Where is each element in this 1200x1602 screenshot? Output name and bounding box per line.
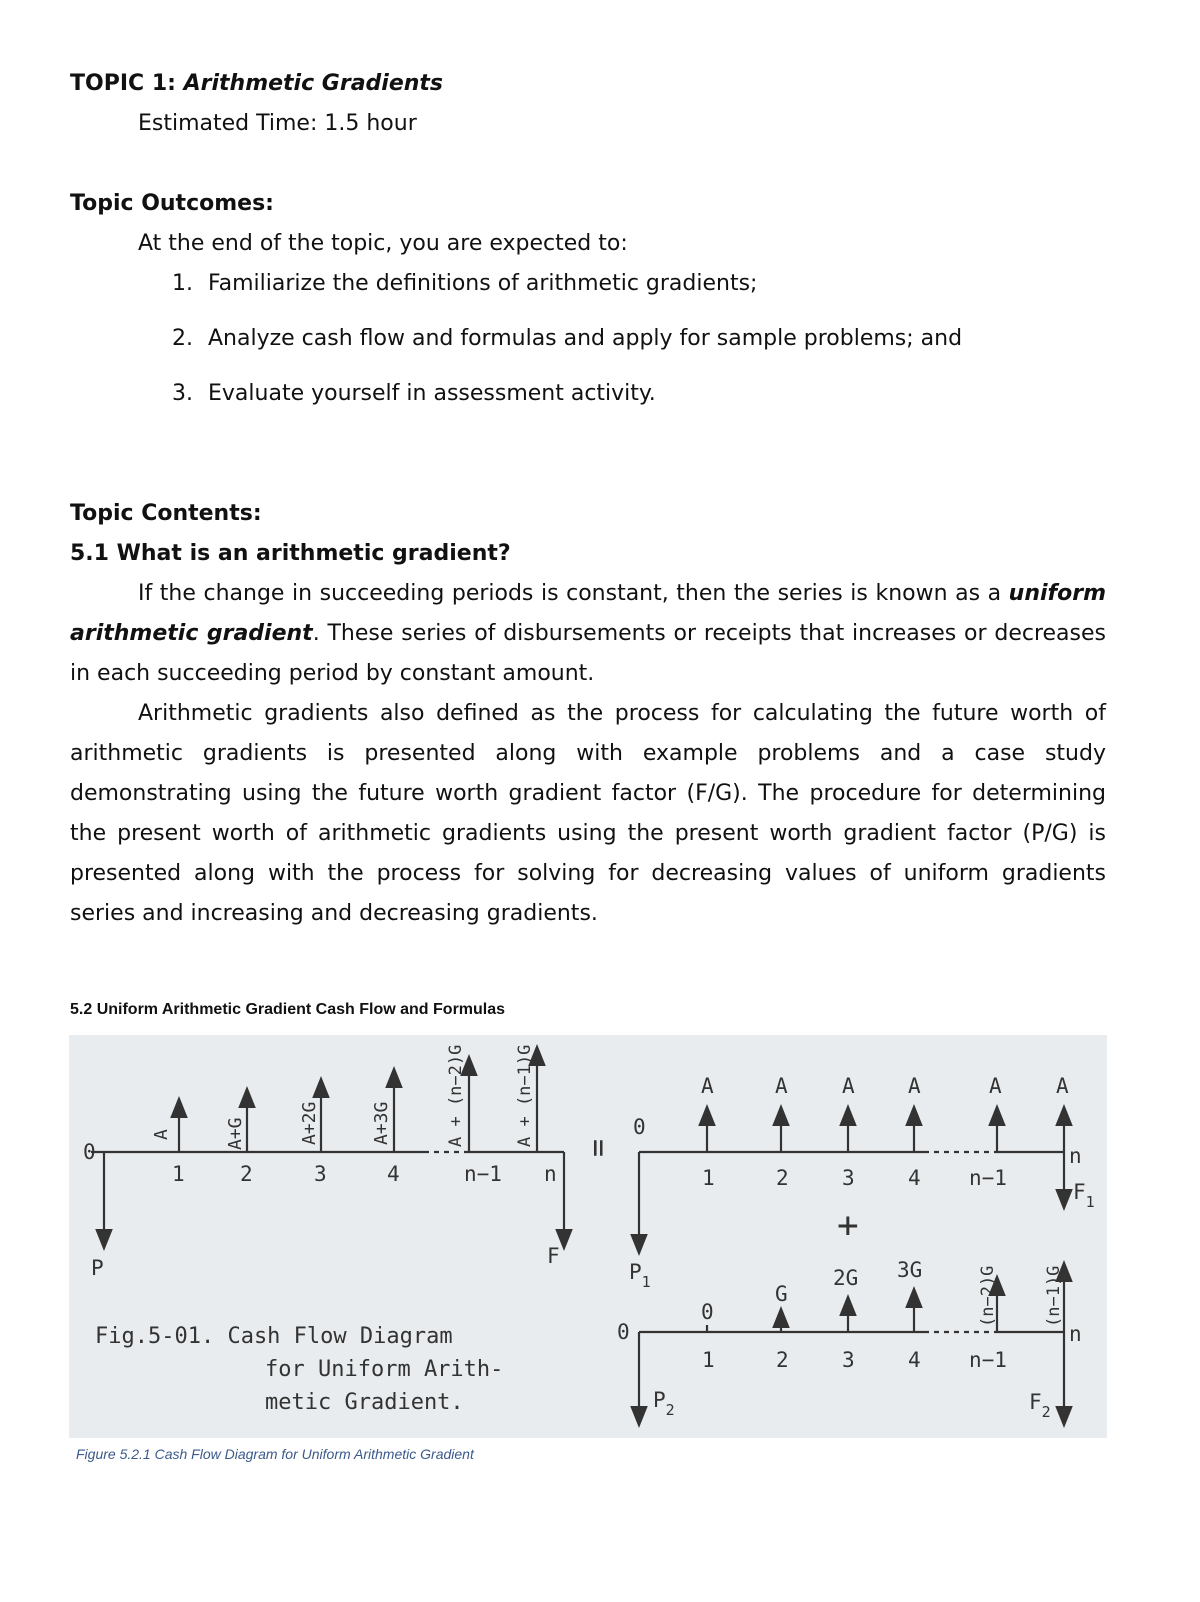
- left-tick-label: n: [544, 1162, 557, 1186]
- bottom-p-letter: P: [653, 1388, 666, 1412]
- key-term: uniform arithmetic gradient: [70, 581, 1106, 646]
- outcome-item: [172, 269, 758, 299]
- outcome-number: 2.: [172, 326, 193, 351]
- outcome-number: 1.: [172, 271, 193, 296]
- top-f-subscript: 1: [1085, 1193, 1095, 1211]
- left-amount-label: A+2G: [299, 1101, 320, 1145]
- top-tick-label: 2: [776, 1166, 789, 1190]
- top-end-label: n: [1069, 1144, 1082, 1168]
- top-amount-label: A: [908, 1074, 921, 1098]
- bottom-amount-label: 3G: [897, 1258, 923, 1282]
- paragraph-1-end: . These series of disbursements or receipts that increases or decreases in each succeeding period by constant amount.: [70, 621, 1106, 686]
- left-amount-label: A+3G: [371, 1101, 392, 1145]
- paragraph-1-start: If the change in succeeding periods is constant, then the series is known as a: [138, 581, 1009, 606]
- top-tick-label: 4: [908, 1166, 921, 1190]
- top-p-letter: P: [629, 1260, 642, 1284]
- paragraph-1: [70, 574, 1106, 694]
- printed-caption-line: Fig.5-01. Cash Flow Diagram: [95, 1324, 453, 1349]
- bottom-amount-label: 0: [701, 1300, 714, 1324]
- bottom-p-label: [653, 1388, 675, 1419]
- top-amount-label: A: [1056, 1074, 1069, 1098]
- bottom-f-letter: F: [1029, 1390, 1042, 1414]
- figure-caption: Figure 5.2.1 Cash Flow Diagram for Uniform Arithmetic Gradient: [76, 1446, 474, 1462]
- left-amount-label: A: [151, 1129, 172, 1140]
- figure-section-title: 5.2 Uniform Arithmetic Gradient Cash Flow and Formulas: [70, 1001, 506, 1018]
- bottom-tick-label: 2: [776, 1348, 789, 1372]
- outcome-item: [172, 324, 963, 354]
- paragraph-2: [70, 694, 1106, 934]
- top-p-subscript: 1: [641, 1273, 651, 1291]
- top-zero-label: 0: [633, 1115, 646, 1139]
- left-f-label: F: [547, 1244, 560, 1268]
- top-tick-label: n−1: [969, 1166, 1007, 1190]
- bottom-amount-label: G: [775, 1282, 788, 1306]
- left-tick-label: 2: [240, 1162, 253, 1186]
- top-tick-label: 3: [842, 1166, 855, 1190]
- top-f-label: [1073, 1180, 1095, 1211]
- left-p-label: P: [91, 1256, 104, 1280]
- outcome-text: Evaluate yourself in assessment activity.: [208, 381, 656, 406]
- equals-sign: =: [581, 1139, 616, 1158]
- bottom-zero-label: 0: [617, 1320, 630, 1344]
- outcome-number: 3.: [172, 381, 193, 406]
- bottom-amount-label: (n−1)G: [1044, 1265, 1064, 1327]
- topic-title: Arithmetic Gradients: [183, 71, 444, 96]
- topic-prefix: TOPIC 1:: [70, 71, 184, 96]
- left-tick-label: n−1: [464, 1162, 502, 1186]
- bottom-end-label: n: [1069, 1322, 1082, 1346]
- outcome-text: Analyze cash flow and formulas and apply for sample problems; and: [208, 326, 963, 351]
- top-amount-label: A: [842, 1074, 855, 1098]
- outcomes-intro: At the end of the topic, you are expected to:: [138, 231, 628, 256]
- left-amount-label: A+G: [225, 1117, 246, 1150]
- left-amount-label: A + (n−1)G: [515, 1044, 535, 1147]
- top-amount-label: A: [775, 1074, 788, 1098]
- contents-heading: Topic Contents:: [70, 501, 262, 526]
- outcome-item: [172, 379, 656, 409]
- paragraph-2-text: Arithmetic gradients also defined as the process for calculating the future worth of arithmetic gradients is presented along with example problems and a case study demonstrating using the future worth gradient factor (F/G). The procedure for determining the present worth of arithmetic gradients using the present worth gradient factor (P/G) is presented along with the process for solving for decreasing values of uniform gradients series and increasing and decreasing gradients.: [70, 701, 1106, 926]
- top-amount-label: A: [701, 1074, 714, 1098]
- bottom-f-subscript: 2: [1041, 1403, 1051, 1421]
- bottom-tick-label: 1: [702, 1348, 715, 1372]
- left-tick-label: 1: [172, 1162, 185, 1186]
- bottom-p-subscript: 2: [665, 1401, 675, 1419]
- top-p-label: [629, 1260, 651, 1291]
- left-amount-label: A + (n−2)G: [446, 1044, 466, 1147]
- cash-flow-diagram: [69, 1035, 1107, 1438]
- bottom-tick-label: 3: [842, 1348, 855, 1372]
- cash-flow-figure: [69, 1035, 1107, 1438]
- bottom-tick-label: 4: [908, 1348, 921, 1372]
- section-title: 5.1 What is an arithmetic gradient?: [70, 541, 511, 566]
- top-f-letter: F: [1073, 1180, 1086, 1204]
- plus-sign: +: [837, 1205, 859, 1246]
- left-zero-label: 0: [83, 1140, 96, 1164]
- top-amount-label: A: [989, 1074, 1002, 1098]
- left-tick-label: 4: [387, 1162, 400, 1186]
- bottom-amount-label: 2G: [833, 1266, 859, 1290]
- top-tick-label: 1: [702, 1166, 715, 1190]
- bottom-tick-label: n−1: [969, 1348, 1007, 1372]
- estimated-time: Estimated Time: 1.5 hour: [138, 111, 417, 136]
- bottom-f-label: [1029, 1390, 1051, 1421]
- printed-caption-line: for Uniform Arith-: [265, 1357, 504, 1382]
- outcomes-heading: Topic Outcomes:: [70, 191, 274, 216]
- bottom-amount-label: (n−2)G: [978, 1265, 998, 1327]
- left-tick-label: 3: [314, 1162, 327, 1186]
- topic-heading: [70, 69, 443, 99]
- printed-caption-line: metic Gradient.: [265, 1390, 464, 1415]
- outcome-text: Familiarize the definitions of arithmetic gradients;: [208, 271, 758, 296]
